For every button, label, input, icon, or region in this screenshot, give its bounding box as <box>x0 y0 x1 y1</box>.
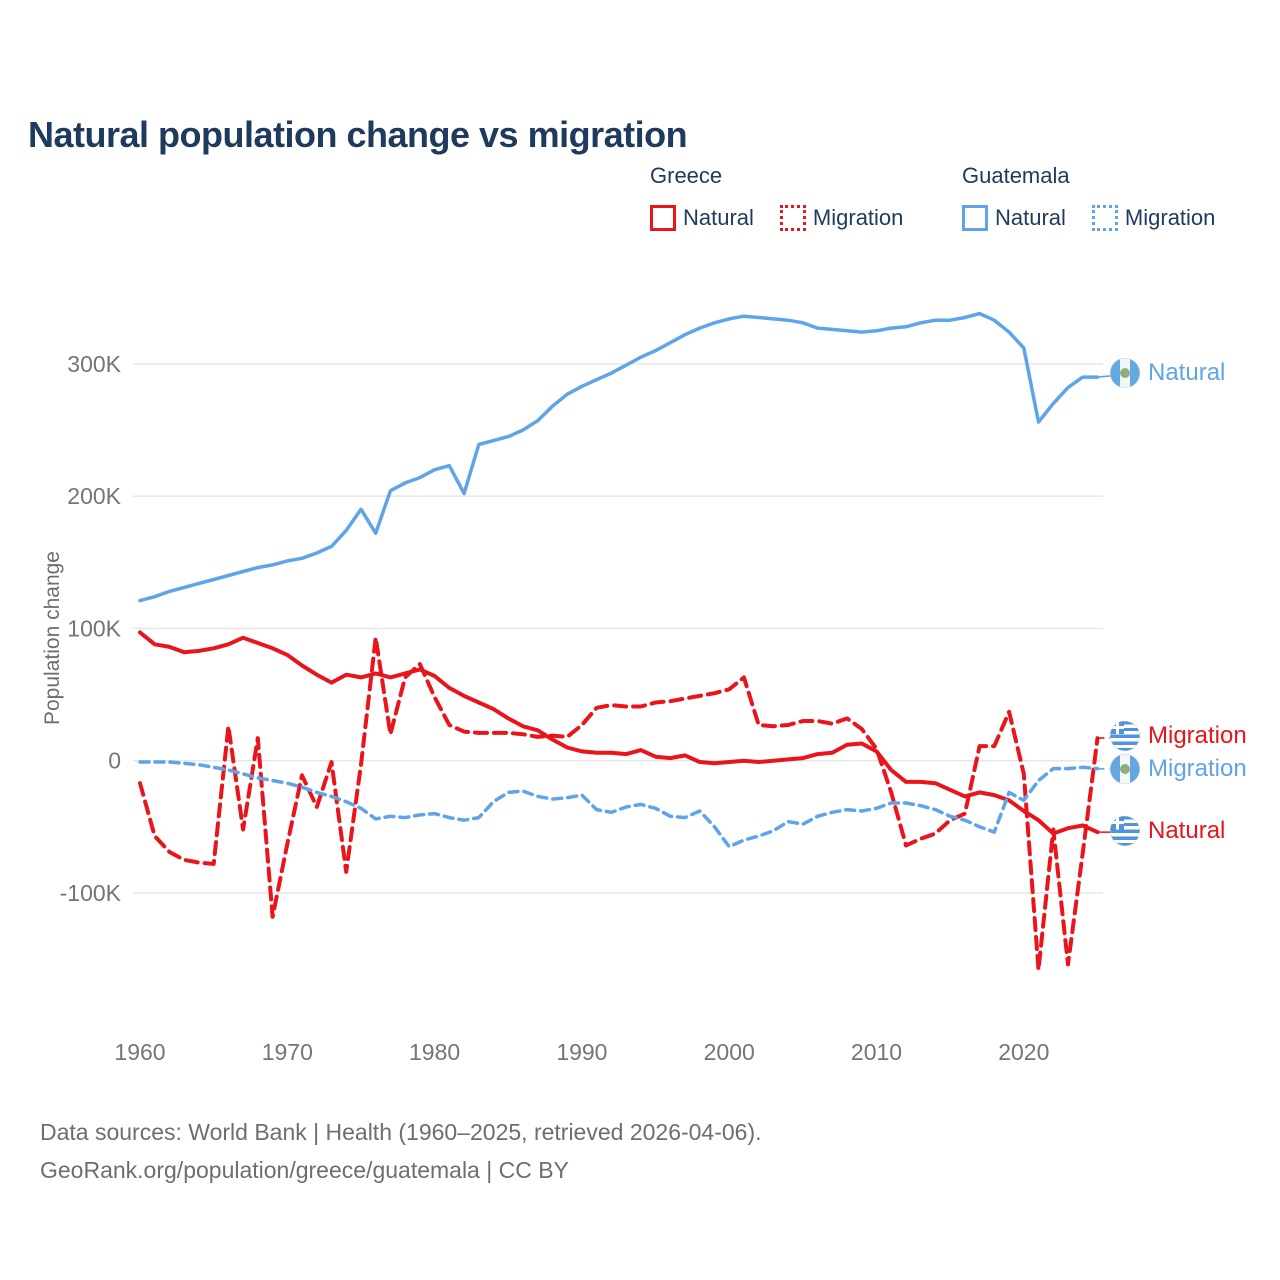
x-tick-1970: 1970 <box>261 1039 313 1065</box>
series-lines <box>140 314 1098 970</box>
y-tick-0: 0 <box>108 747 121 774</box>
end-label-guatemala-natural <box>1110 358 1225 388</box>
data-source-footer <box>40 1113 762 1189</box>
legend-item-label: Natural <box>683 205 754 230</box>
x-tick-labels <box>114 1039 1049 1065</box>
gridlines <box>133 364 1103 893</box>
y-tick-200K: 200K <box>67 483 121 510</box>
end-label-greece-migration <box>1110 721 1247 751</box>
attribution-line: GeoRank.org/population/greece/guatemala | CC BY <box>40 1157 569 1183</box>
end-label-text: Migration <box>1148 721 1247 749</box>
end-label-text: Migration <box>1148 754 1247 782</box>
end-label-greece-natural <box>1110 816 1225 846</box>
guatemala-flag-icon <box>1110 358 1140 388</box>
page-title: Natural population change vs migration <box>28 114 688 156</box>
series-line-greece-natural <box>140 632 1098 833</box>
y-tick-labels <box>60 351 122 906</box>
x-tick-2000: 2000 <box>703 1039 755 1065</box>
y-axis-title: Population change <box>41 551 64 725</box>
greece-flag-icon <box>1110 721 1140 751</box>
guatemala-flag-icon <box>1110 754 1140 784</box>
series-line-greece-migration <box>140 638 1098 970</box>
data-source-line: Data sources: World Bank | Health (1960–2025, retrieved 2026-04-06). <box>40 1119 762 1145</box>
series-line-guatemala-migration <box>140 762 1098 847</box>
y-tick--100K: -100K <box>59 879 121 906</box>
end-label-text: Natural <box>1148 817 1226 845</box>
series-line-guatemala-natural <box>140 314 1098 601</box>
x-tick-1990: 1990 <box>556 1039 608 1065</box>
legend-item-label: Migration <box>1124 205 1216 230</box>
greece-flag-icon <box>1110 816 1140 846</box>
x-tick-2010: 2010 <box>850 1039 903 1065</box>
end-label-guatemala-migration <box>1110 754 1247 784</box>
y-tick-300K: 300K <box>67 350 121 377</box>
legend-group-title-greece: Greece <box>650 163 723 188</box>
end-label-text: Natural <box>1148 359 1226 387</box>
legend-group-title-guatemala: Guatemala <box>962 163 1070 188</box>
legend-item-label: Migration <box>812 205 904 230</box>
legend-item-label: Natural <box>995 205 1066 230</box>
x-tick-1980: 1980 <box>409 1039 461 1065</box>
x-tick-1960: 1960 <box>114 1039 166 1065</box>
y-tick-100K: 100K <box>67 615 121 642</box>
x-tick-2020: 2020 <box>998 1039 1050 1065</box>
